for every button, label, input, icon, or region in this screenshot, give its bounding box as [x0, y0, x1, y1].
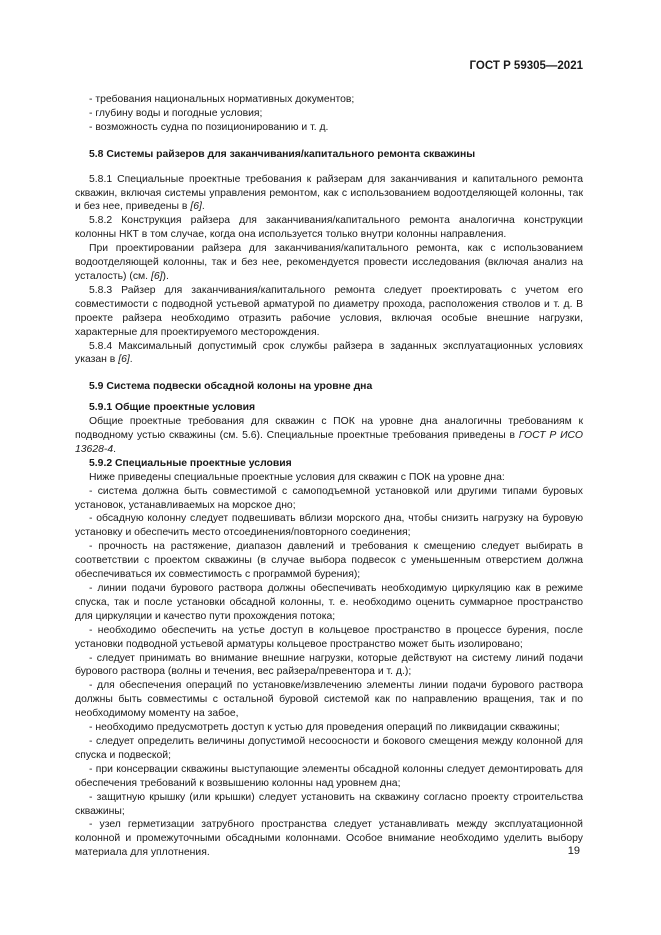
document-code: ГОСТ Р 59305—2021	[469, 60, 583, 72]
paragraph-text: .	[129, 354, 133, 366]
paragraph-text: .	[201, 201, 205, 213]
list-item: - при консервации скважины выступающие элементы обсадной колонны следует демонтировать для обеспечения требований к возвышению колонны над уровнем дна;	[75, 763, 583, 789]
subsection-heading-5-9-1: 5.9.1 Общие проектные условия	[89, 402, 256, 414]
paragraph-5-8-4	[75, 340, 583, 368]
paragraph-5-9-2-intro: Ниже приведены специальные проектные условия для скважин с ПОК на уровне дна:	[89, 471, 505, 483]
reference-link: ГОСТ Р ИСО 13628-4	[75, 430, 583, 455]
section-heading-5-8: 5.8 Системы райзеров для заканчивания/капитального ремонта скважины	[89, 148, 476, 160]
list-item: - для обеспечения операций по установке/извлечению элементы линии подачи бурового раствора должны быть совместимы с остальной буровой системой как по направлению вращения, так и по необходимому моменту на забое,	[75, 680, 583, 720]
reference-link: [6]	[150, 270, 163, 282]
section-heading-5-9: 5.9 Система подвески обсадной колоны на уровне дна	[89, 381, 373, 393]
intro-item: - требования национальных нормативных документов;	[89, 94, 355, 105]
paragraph-text: ).	[162, 270, 169, 282]
list-item: - линии подачи бурового раствора должны обеспечивать необходимую циркуляцию как в режиме спуска, так и после установки обсадной колонны, т. е. необходимо оценить суммарное пространство для циркуляции и качество пути прохождения потока;	[75, 583, 583, 622]
list-item: - защитную крышку (или крышки) следует установить на скважину согласно проекту строительства скважины;	[75, 791, 583, 817]
subsection-heading-5-9-2: 5.9.2 Специальные проектные условия	[89, 457, 292, 469]
paragraph-5-8-3: 5.8.3 Райзер для заканчивания/капитального ремонта следует проектировать с учетом его совместимости с подводной устьевой арматурой по диаметру прохода, расположения стволов и т. д. В проекте райзера необходимо отразить рабочие условия, включая особые внешние нагрузки, характерные для проектируемого месторождения.	[75, 284, 583, 338]
intro-item: - возможность судна по позиционированию и т. д.	[89, 121, 329, 133]
paragraph-text: .	[113, 443, 117, 455]
list-item: - прочность на растяжение, диапазон давлений и требования к смещению следует выбирать в соответствии с проектом скважины (в случае выбора подвесок с уменьшенным отверстием должна обеспечиваться их совместимость с программой бурения);	[75, 541, 583, 581]
paragraph-text: Общие проектные требования для скважин с ПОК на уровне дна аналогичны требованиям к подводному устью скважины (см. 5.6). Специальные проектные требования приведены в	[75, 416, 583, 442]
paragraph-text: 5.8.1 Специальные проектные требования к райзерам для заканчивания и капитального ремонта скважин, включая системы управления ремонтом, как с использованием водоотделяющей колонны, так и без нее, приведены в	[75, 173, 583, 213]
paragraph-5-9-1	[75, 415, 583, 457]
list-item: - необходимо предусмотреть доступ к устью для проведения операций по ликвидации скважины;	[89, 722, 560, 734]
paragraph-5-8-2: 5.8.2 Конструкция райзера для заканчивания/капитального ремонта аналогична конструкции колонны НКТ в том случае, когда она используется только внутри колонны направления.	[75, 215, 583, 241]
list-item: - система должна быть совместимой с самоподъемной установкой или другими типами буровых установок, устанавливаемых на морское дно;	[75, 485, 583, 511]
paragraph-5-8-1	[75, 173, 583, 215]
paragraph-text: 5.8.4 Максимальный допустимый срок службы райзера в заданных эксплуатационных условиях указан в	[75, 340, 583, 366]
paragraph-5-8-2-cont	[75, 242, 583, 284]
list-item: - следует принимать во внимание внешние нагрузки, которые действуют на систему линий подачи бурового раствора (волны и течения, вес райзера/превентора и т. д.);	[75, 652, 583, 678]
reference-link: [6]	[190, 201, 202, 213]
list-item: - узел герметизации затрубного пространства следует устанавливать между эксплуатационной колонной и промежуточными обсадными колоннами. Особое внимание необходимо уделить выбору материала для уплотнения.	[75, 819, 583, 859]
intro-item: - глубину воды и погодные условия;	[89, 107, 263, 119]
document-body	[75, 93, 583, 860]
list-item: - обсадную колонну следует подвешивать вблизи морского дна, чтобы снизить нагрузку на буровую установку и обеспечить место отсоединения/повторного соединения;	[75, 513, 583, 539]
page-number: 19	[567, 845, 580, 857]
paragraph-text: При проектировании райзера для заканчивания/капитального ремонта, как с использованием водоотделяющей колонны, так и без нее, рекомендуется провести исследования (включая анализ на усталость) (см.	[75, 243, 583, 282]
list-item: - следует определить величины допустимой несоосности и бокового смещения между колонной для спуска и подвеской;	[75, 735, 583, 761]
reference-link: [6]	[118, 354, 130, 366]
list-item: - необходимо обеспечить на устье доступ в кольцевое пространство в процессе бурения, после установки подводной устьевой арматуры кольцевое пространство может быть изолировано;	[75, 624, 583, 650]
